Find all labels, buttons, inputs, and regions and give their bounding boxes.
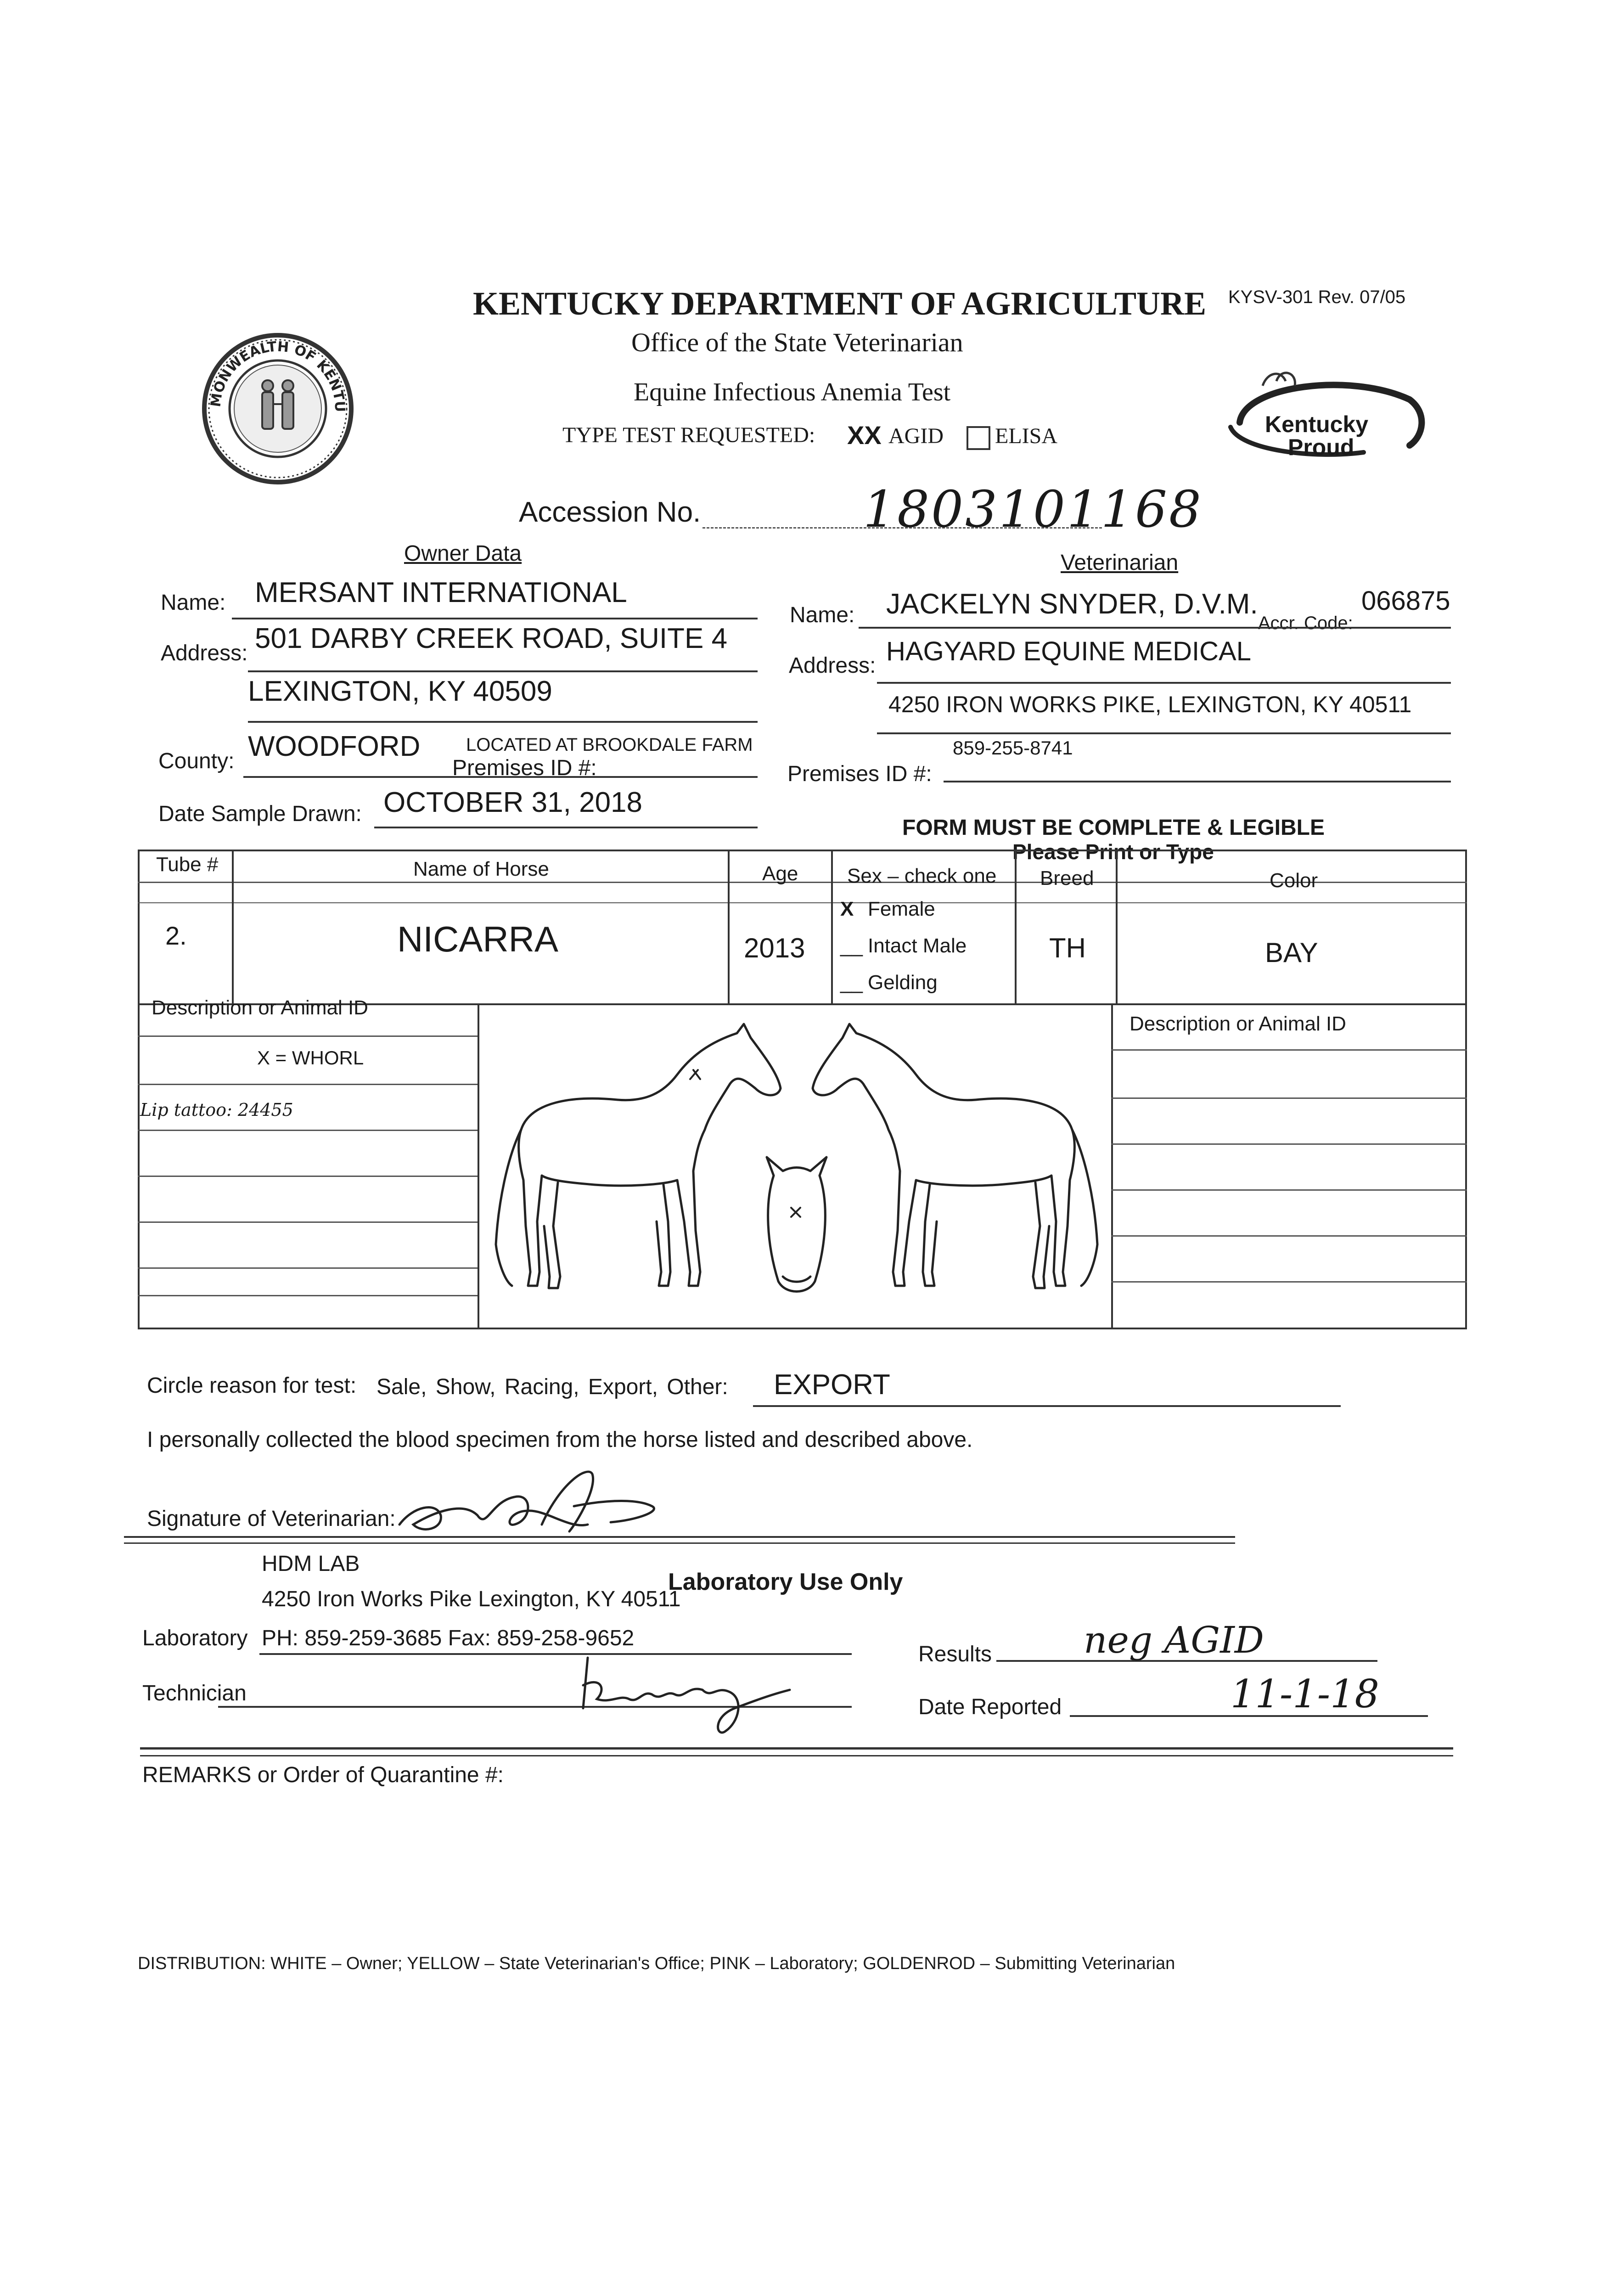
office-subtitle: Office of the State Veterinarian [631, 327, 963, 357]
horse-name[interactable]: NICARRA [397, 919, 559, 959]
desc-left-label: Description or Animal ID [152, 996, 368, 1019]
vet-phone[interactable]: 859-255-8741 [953, 737, 1073, 759]
reason-other-value[interactable]: EXPORT [774, 1369, 890, 1401]
col-tube: Tube # [156, 853, 219, 876]
desc-left-line1[interactable]: X = WHORL [257, 1047, 364, 1069]
results-value[interactable]: neg AGID [1084, 1619, 1264, 1661]
owner-county-label: County: [158, 749, 235, 773]
sex-mark-intact-male: __ [840, 934, 863, 957]
laboratory-label: Laboratory [142, 1626, 248, 1650]
owner-premises-label: Premises ID #: [452, 756, 597, 780]
col-breed: Breed [1040, 867, 1094, 889]
vet-address-line2[interactable]: 4250 IRON WORKS PIKE, LEXINGTON, KY 40511 [888, 692, 1412, 717]
desc-right-label: Description or Animal ID [1129, 1013, 1346, 1035]
test-title: Equine Infectious Anemia Test [634, 378, 951, 406]
col-horse-name: Name of Horse [413, 858, 549, 880]
sex-option-female[interactable] [840, 898, 935, 921]
sex-label-intact-male: Intact Male [868, 934, 967, 957]
notice-print: Please Print or Type [1012, 840, 1214, 864]
premises-note: LOCATED AT BROOKDALE FARM [466, 735, 753, 755]
reason-options[interactable]: Sale, Show, Racing, Export, Other: [376, 1375, 728, 1399]
horse-diagram[interactable] [480, 1006, 1109, 1327]
sex-label-female: Female [868, 898, 935, 920]
vet-premises-label: Premises ID #: [787, 762, 932, 786]
owner-address-line2[interactable]: LEXINGTON, KY 40509 [248, 675, 552, 707]
owner-name[interactable]: MERSANT INTERNATIONAL [255, 577, 627, 608]
date-reported-label: Date Reported [918, 1695, 1062, 1719]
lab-name: HDM LAB [262, 1552, 360, 1576]
vet-name[interactable]: JACKELYN SNYDER, D.V.M. [886, 588, 1258, 620]
department-title: KENTUCKY DEPARTMENT OF AGRICULTURE [473, 285, 1207, 322]
agid-label: AGID [888, 424, 944, 448]
tube-number[interactable]: 2. [165, 921, 187, 950]
elisa-checkbox[interactable] [967, 426, 990, 450]
horse-breed[interactable]: TH [1049, 933, 1086, 963]
state-seal [200, 331, 356, 487]
owner-section-label: Owner Data [404, 541, 522, 566]
agid-checkmark[interactable]: XX [847, 421, 882, 450]
lab-address: 4250 Iron Works Pike Lexington, KY 40511 [262, 1587, 681, 1611]
horse-right-outline [813, 1024, 1097, 1288]
seal-text: MONWEALTH OF KENTU [208, 338, 348, 413]
col-sex: Sex – check one [847, 865, 997, 887]
elisa-option [967, 423, 1057, 450]
date-reported-value[interactable]: 11-1-18 [1231, 1671, 1379, 1716]
elisa-label: ELISA [995, 424, 1057, 448]
horse-color[interactable]: BAY [1265, 937, 1318, 968]
sex-mark-gelding: __ [840, 971, 863, 994]
results-label: Results [918, 1642, 992, 1666]
owner-address-line1[interactable]: 501 DARBY CREEK ROAD, SUITE 4 [255, 623, 728, 654]
logo-text-proud: Proud [1288, 434, 1354, 460]
horse-head-front [767, 1157, 826, 1292]
type-test-label: TYPE TEST REQUESTED: [562, 423, 815, 447]
sex-option-gelding[interactable] [840, 971, 938, 994]
owner-address-label: Address: [161, 641, 248, 665]
lab-use-only: Laboratory Use Only [668, 1569, 903, 1595]
col-age: Age [762, 862, 798, 885]
owner-name-label: Name: [161, 591, 226, 615]
logo-text-kentucky: Kentucky [1265, 411, 1369, 437]
accession-number[interactable]: 1803101168 [863, 480, 1203, 539]
vet-signature[interactable] [395, 1456, 716, 1543]
remarks-label: REMARKS or Order of Quarantine #: [142, 1763, 504, 1787]
horse-age[interactable]: 2013 [744, 933, 805, 963]
distribution-note: DISTRIBUTION: WHITE – Owner; YELLOW – State Veterinarian's Office; PINK – Laboratory; GOLDENROD – Submitting Veterinarian [138, 1954, 1175, 1973]
accession-label: Accession No. [519, 496, 701, 528]
technician-signature[interactable] [569, 1649, 845, 1745]
owner-county[interactable]: WOODFORD [248, 731, 421, 762]
lab-phone-fax[interactable]: PH: 859-259-3685 Fax: 859-258-9652 [262, 1626, 635, 1650]
sex-option-intact-male[interactable] [840, 934, 967, 957]
sex-label-gelding: Gelding [868, 971, 938, 994]
col-color: Color [1270, 869, 1318, 892]
notice-complete: FORM MUST BE COMPLETE & LEGIBLE [902, 816, 1325, 840]
collection-statement: I personally collected the blood specimen from the horse listed and described above. [147, 1428, 973, 1452]
sex-mark-female: X [840, 898, 854, 920]
desc-left-line2[interactable]: Lip tattoo: 24455 [140, 1100, 293, 1120]
date-sample-drawn-label: Date Sample Drawn: [158, 802, 362, 826]
vet-address-label: Address: [789, 653, 876, 678]
vet-name-label: Name: [790, 603, 855, 627]
form-code: KYSV-301 Rev. 07/05 [1228, 287, 1406, 307]
reason-label: Circle reason for test: [147, 1373, 357, 1398]
vet-address-line1[interactable]: HAGYARD EQUINE MEDICAL [886, 636, 1251, 666]
technician-label: Technician [142, 1681, 247, 1705]
horse-left-outline [496, 1024, 781, 1288]
vet-section-label: Veterinarian [1061, 551, 1179, 575]
vet-accr-code[interactable]: 066875 [1361, 586, 1450, 616]
vet-accr-label: Accr. Code: [1258, 613, 1353, 633]
vet-signature-label: Signature of Veterinarian: [147, 1507, 396, 1531]
date-sample-drawn[interactable]: OCTOBER 31, 2018 [383, 787, 643, 818]
